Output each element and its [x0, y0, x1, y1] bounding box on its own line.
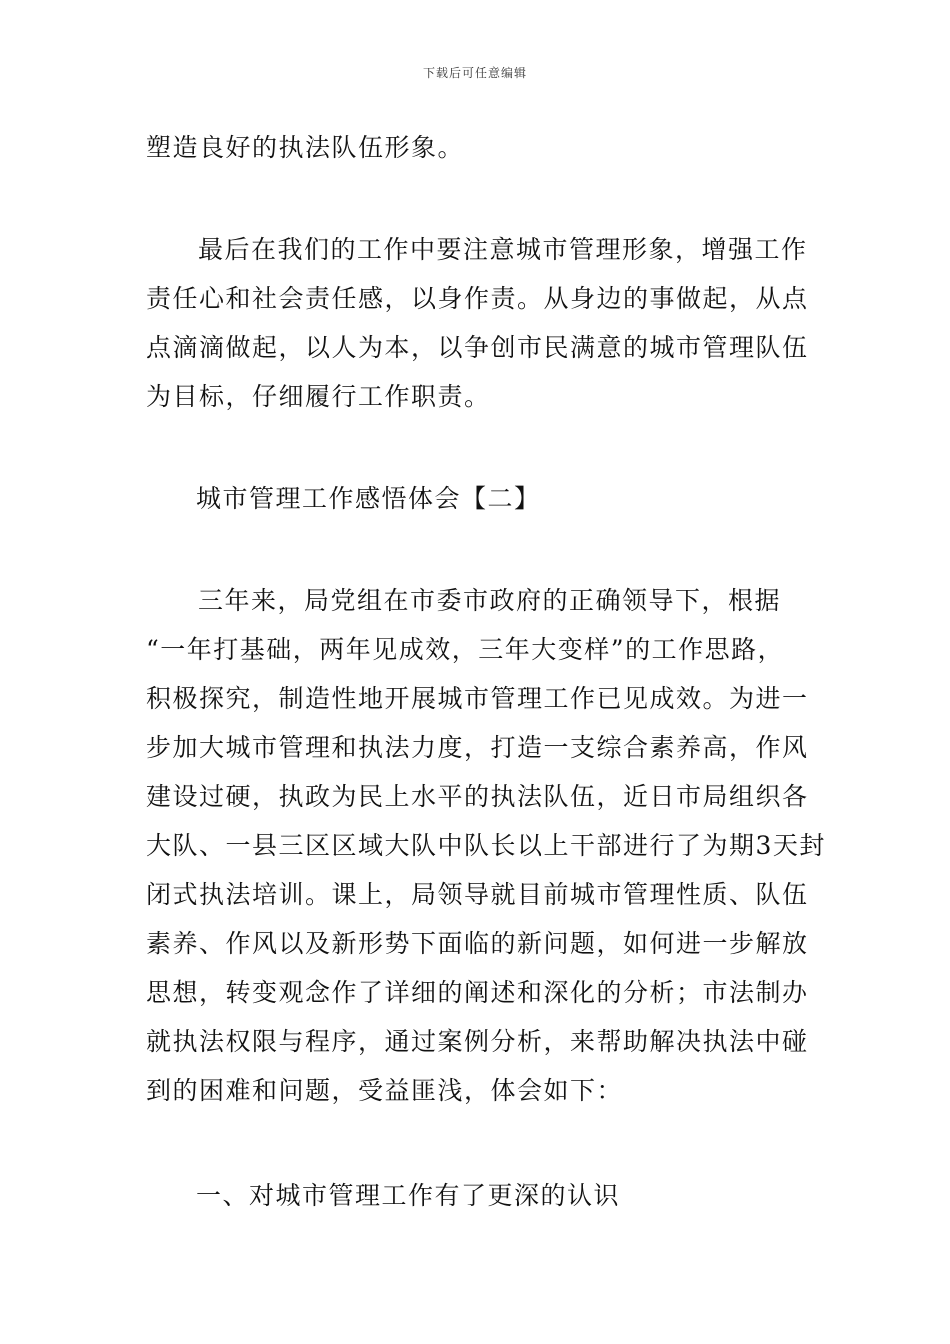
paragraph-continuation	[146, 123, 814, 172]
text-line: 大队、一县三区区域大队中队长以上干部进行了为期3天封	[146, 831, 826, 860]
text-line: “一年打基础，两年见成效，三年大变样”的工作思路，	[146, 635, 785, 664]
text-line: 积极探究，制造性地开展城市管理工作已见成效。为进一	[146, 684, 809, 713]
text-line: 素养、作风以及新形势下面临的新问题，如何进一步解放	[146, 929, 809, 958]
text-line: 点滴滴做起，以人为本，以争创市民满意的城市管理队伍	[146, 333, 809, 362]
section-heading	[146, 474, 814, 523]
text-line: 步加大城市管理和执法力度，打造一支综合素养高，作风	[146, 733, 809, 762]
text-line: 思想，转变观念作了详细的阐述和深化的分析；市法制办	[146, 978, 809, 1007]
text-line: 三年来，局党组在市委市政府的正确领导下，根据	[198, 586, 782, 615]
text-line: 为目标，仔细履行工作职责。	[146, 382, 491, 411]
heading-line: 城市管理工作感悟体会【二】	[196, 484, 541, 513]
heading-line: 一、对城市管理工作有了更深的认识	[196, 1181, 621, 1210]
text-line: 最后在我们的工作中要注意城市管理形象，增强工作	[198, 235, 808, 264]
text-line: 闭式执法培训。课上，局领导就目前城市管理性质、队伍	[146, 880, 809, 909]
text-line: 到的困难和问题，受益匪浅，体会如下：	[146, 1076, 624, 1105]
page-header: 下载后可任意编辑	[422, 66, 527, 80]
paragraph-main	[146, 576, 826, 1115]
text-line: 塑造良好的执法队伍形象。	[146, 133, 465, 162]
text-line: 建设过硬，执政为民上水平的执法队伍，近日市局组织各	[146, 782, 809, 811]
text-line: 就执法权限与程序，通过案例分析，来帮助解决执法中碰	[146, 1027, 809, 1056]
paragraph-closing	[146, 225, 814, 421]
text-line: 责任心和社会责任感，以身作责。从身边的事做起，从点	[146, 284, 809, 313]
subsection-heading	[146, 1171, 814, 1220]
